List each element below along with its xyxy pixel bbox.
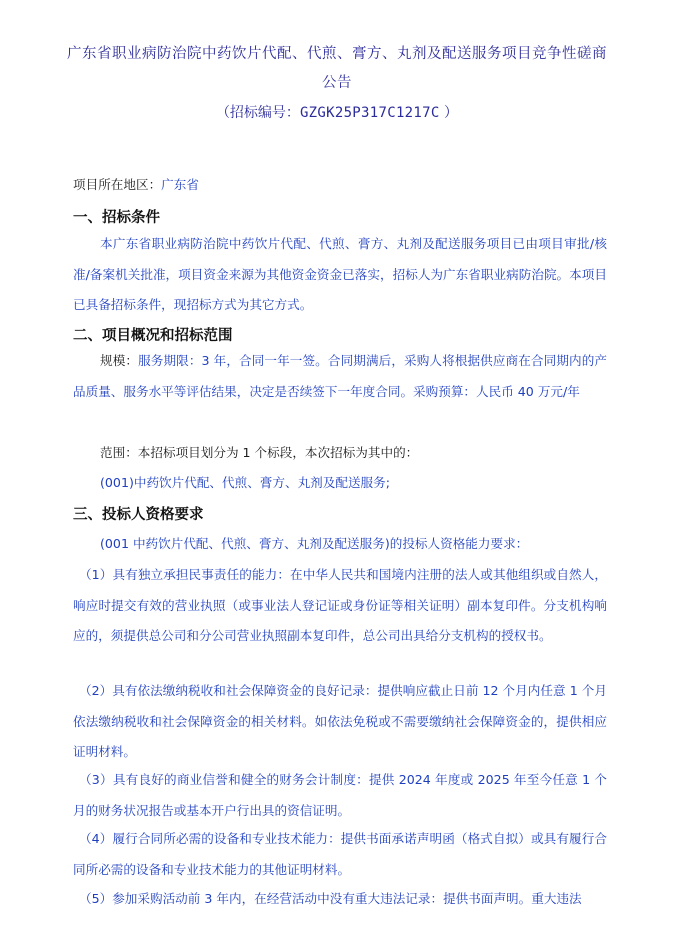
tender-code <box>0 102 674 122</box>
project-region <box>73 170 607 200</box>
section-2-scale <box>73 346 607 407</box>
scale-text: 服务期限：3 年，合同一年一签。合同期满后，采购人将根据供应商在合同期内的产品质量、服务水平等评估结果，决定是否续签下一年度合同。采购预算：人民币 40 万元/年 <box>73 353 607 399</box>
section-2-lot: (001)中药饮片代配、代煎、膏方、丸剂及配送服务; <box>100 475 390 490</box>
section-1-body: 本广东省职业病防治院中药饮片代配、代煎、膏方、丸剂及配送服务项目已由项目审批/核准/备案机关批准，项目资金来源为其他资金资金已落实，招标人为广东省职业病防治院。本项目已具备招标条件，现招标方式为其它方式。 <box>73 236 607 312</box>
qualification-item: （5）参加采购活动前 3 年内，在经营活动中没有重大违法记录：提供书面声明。重大违法 <box>79 891 582 906</box>
qualification-item: （1）具有独立承担民事责任的能力：在中华人民共和国境内注册的法人或其他组织或自然人，响应时提交有效的营业执照（或事业法人登记证或身份证等相关证明）副本复印件。分支机构响应的，须提供总公司和分公司营业执照副本复印件，总公司出具给分支机构的授权书。 <box>73 567 607 643</box>
region-label: 项目所在地区： <box>73 177 162 192</box>
section-2-heading: 二、项目概况和招标范围 <box>73 328 233 344</box>
qualification-item: （4）履行合同所必需的设备和专业技术能力：提供书面承诺声明函（格式自拟）或具有履行合同所必需的设备和专业技术能力的其他证明材料。 <box>73 831 607 877</box>
section-3-intro: (001 中药饮片代配、代煎、膏方、丸剂及配送服务)的投标人资格能力要求： <box>100 536 529 551</box>
qualification-item: （2）具有依法缴纳税收和社会保障资金的良好记录：提供响应截止日前 12 个月内任意 1 个月依法缴纳税收和社会保障资金的相关材料。如依法免税或不需要缴纳社会保障资金的，提供相应证明材料。 <box>73 683 607 759</box>
tender-code-suffix: ） <box>439 105 459 121</box>
section-3-heading: 三、投标人资格要求 <box>73 507 204 523</box>
section-2-scope: 范围：本招标项目划分为 1 个标段，本次招标为其中的： <box>100 445 419 460</box>
region-value: 广东省 <box>161 177 199 192</box>
section-1-heading: 一、招标条件 <box>73 210 160 226</box>
page-title: 广东省职业病防治院中药饮片代配、代煎、膏方、丸剂及配送服务项目竞争性磋商公告 <box>67 46 607 91</box>
scale-label: 规模： <box>100 353 139 368</box>
qualification-item: （3）具有良好的商业信誉和健全的财务会计制度：提供 2024 年度或 2025 年至今任意 1 个月的财务状况报告或基本开户行出具的资信证明。 <box>73 772 607 818</box>
tender-code-value: GZGK25P317C1217C <box>299 105 440 121</box>
tender-code-prefix: （招标编号： <box>215 105 300 121</box>
